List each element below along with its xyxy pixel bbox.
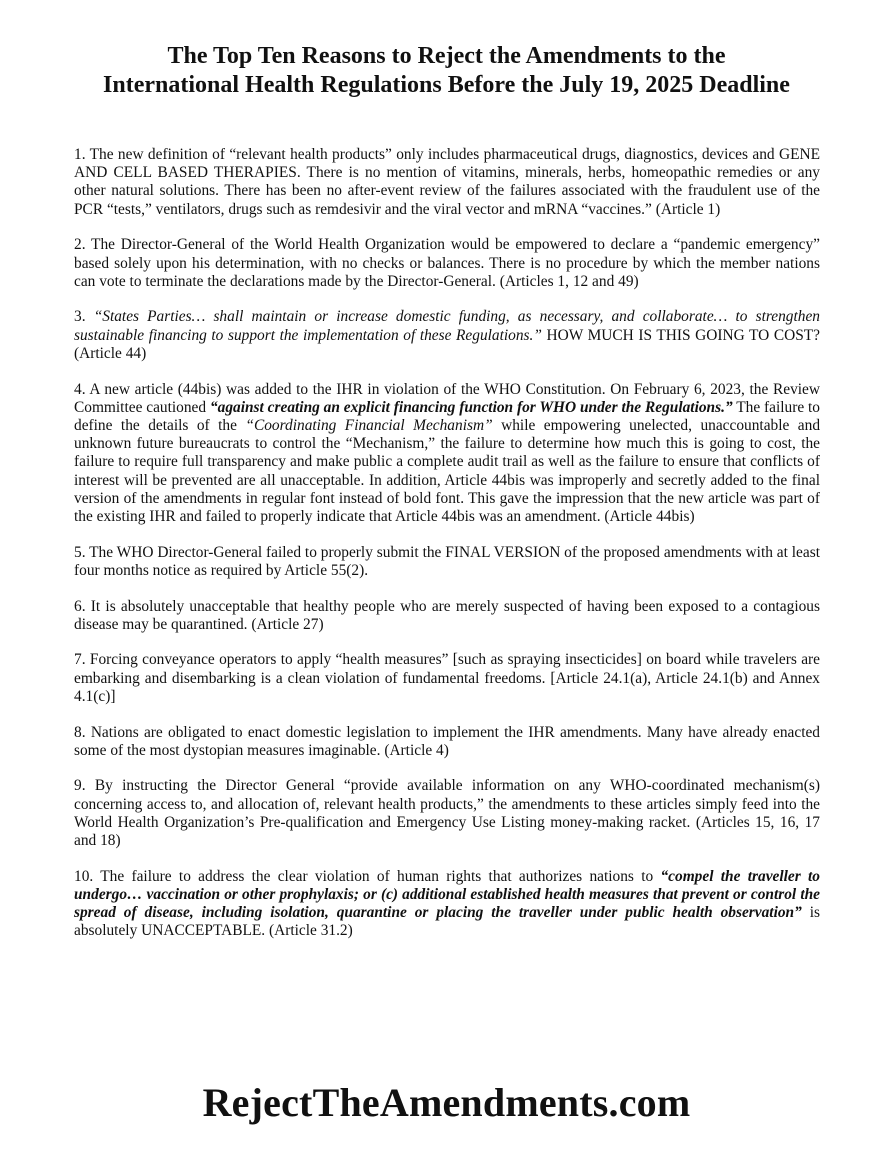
- reason-text: 3.: [74, 308, 94, 326]
- reason-text: 6. It is absolutely unacceptable that healthy people who are merely suspected of having been exposed to a contagious disease may be quarantined. (Article 27): [74, 597, 820, 633]
- reason-text: is absolutely UNACCEPTABLE. (Article 31.2): [74, 904, 820, 940]
- title-line-2: International Health Regulations Before the July 19, 2025 Deadline: [103, 72, 790, 98]
- document-title: [40, 42, 853, 100]
- reason-text: HOW MUCH IS THIS GOING TO COST? (Article 44): [74, 326, 820, 362]
- reason-5: [74, 544, 820, 580]
- reason-text: 9. By instructing the Director General “provide available information on any WHO-coordinated mechanism(s) concerning access to, and allocation of, relevant health products,” the amendments to these articles simply feed into the World Health Organization’s Pre-qualification and Emergency Use Listing money-making racket. (Articles 15, 16, 17 and 18): [74, 777, 820, 850]
- reason-7: [74, 651, 820, 706]
- reason-text: 4. A new article (44bis) was added to the IHR in violation of the WHO Constitution. On February 6, 2023, the Review Committee cautioned: [74, 380, 820, 416]
- website-footer: RejectTheAmendments.com: [202, 1080, 691, 1125]
- quoted-bold-italic-text: “against creating an explicit financing function for WHO under the Regulations.”: [209, 398, 733, 416]
- reason-text: The failure to define the details of the: [74, 398, 820, 434]
- reason-10: [74, 868, 820, 941]
- title-line-1: The Top Ten Reasons to Reject the Amendments to the: [167, 43, 726, 69]
- reason-3: [74, 308, 820, 363]
- reason-1: [74, 146, 820, 219]
- reasons-list: [74, 146, 820, 958]
- reason-text: 8. Nations are obligated to enact domestic legislation to implement the IHR amendments. Many have already enacted some of the most dystopian measures imaginable. (Article 4): [74, 723, 820, 759]
- reason-9: [74, 777, 820, 850]
- quoted-italic-text: “Coordinating Financial Mechanism”: [245, 416, 493, 434]
- reason-text: while empowering unelected, unaccountable and unknown future bureaucrats to control the “Mechanism,” the failure to determine how much this is going to cost, the failure to require full transparency and make public a complete audit trail as well as the failure to ensure that conflicts of interest will be prevented are all unacceptable. In addition, Article 44bis was improperly and secretly added to the final version of the amendments in regular font instead of bold font. This gave the impression that the new article was part of the existing IHR and failed to properly indicate that Article 44bis was an amendment. (Article 44bis): [74, 416, 821, 525]
- reason-text: 1. The new definition of “relevant health products” only includes pharmaceutical drugs, diagnostics, devices and GENE AND CELL BASED THERAPIES. There is no mention of vitamins, minerals, herbs, homeopathic remedies or any other natural solutions. There has been no after-event review of the failures associated with the fraudulent use of the PCR “tests,” ventilators, drugs such as remdesivir and the viral vector and mRNA “vaccines.” (Article 1): [74, 146, 820, 218]
- quoted-bold-italic-text: “compel the traveller to undergo… vaccination or other prophylaxis; or (c) additional established health measures that prevent or control the spread of disease, including isolation, quarantine or placing the traveller under public health observation”: [74, 867, 820, 922]
- quoted-italic-text: “States Parties… shall maintain or increase domestic funding, as necessary, and collaborate… to strengthen sustainable financing to support the implementation of these Regulations.”: [74, 308, 820, 344]
- reason-8: [74, 724, 820, 760]
- reason-4: [74, 381, 820, 527]
- reason-6: [74, 598, 820, 634]
- reason-2: [74, 236, 820, 291]
- reason-text: 7. Forcing conveyance operators to apply “health measures” [such as spraying insecticides] on board while travelers are embarking and disembarking is a clean violation of fundamental freedoms. [Article 24.1(a), Article 24.1(b) and Annex 4.1(c)]: [74, 651, 820, 705]
- reason-text: 5. The WHO Director-General failed to properly submit the FINAL VERSION of the proposed amendments with at least four months notice as required by Article 55(2).: [74, 543, 820, 579]
- reason-text: 10. The failure to address the clear violation of human rights that authorizes nations to: [74, 867, 661, 885]
- reason-text: 2. The Director-General of the World Health Organization would be empowered to declare a “pandemic emergency” based solely upon his determination, with no checks or balances. There is no procedure by which the member nations can vote to terminate the declarations made by the Director-General. (Articles 1, 12 and 49): [74, 236, 820, 290]
